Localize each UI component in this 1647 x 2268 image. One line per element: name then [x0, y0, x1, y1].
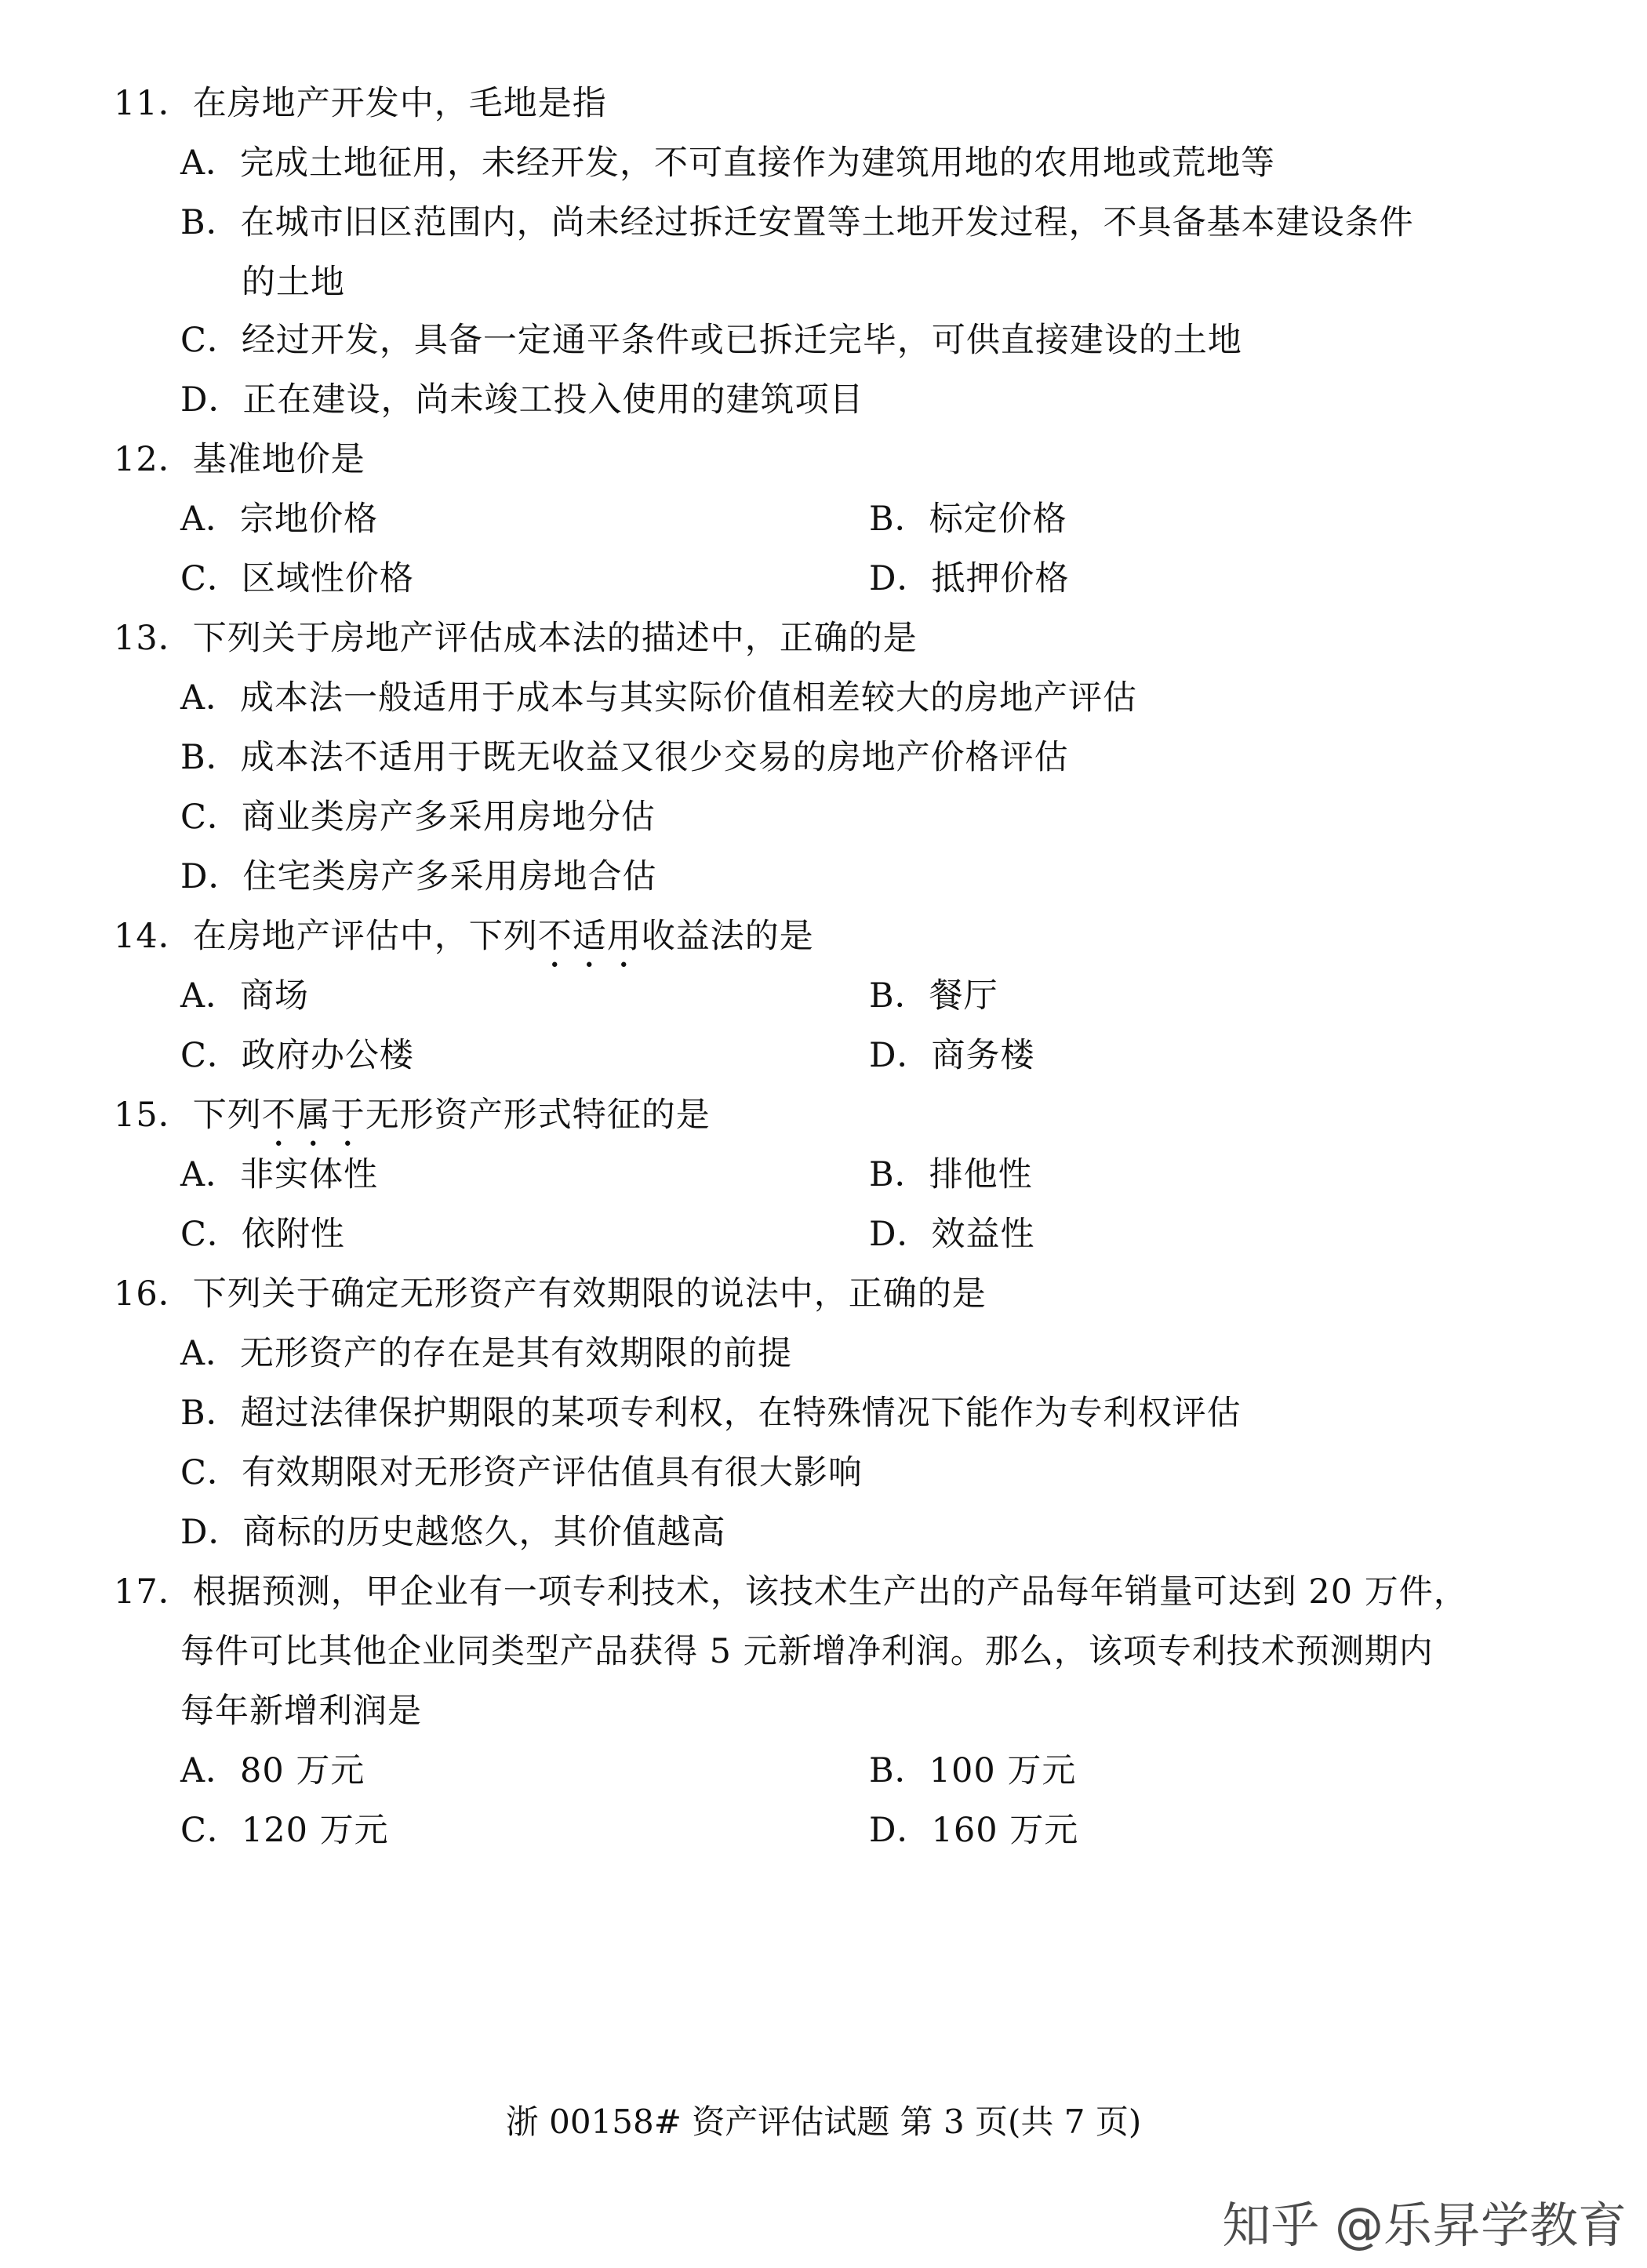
- q17-option-a: A．80 万元: [180, 1751, 365, 1790]
- q16-stem: 16．下列关于确定无形资产有效期限的说法中，正确的是: [114, 1274, 987, 1314]
- q12-stem: 12．基准地价是: [114, 440, 365, 479]
- q13-stem: 13．下列关于房地产评估成本法的描述中，正确的是: [114, 619, 918, 658]
- q16-option-b: B．超过法律保护期限的某项专利权，在特殊情况下能作为专利权评估: [180, 1394, 1242, 1433]
- q11-option-c: C．经过开发，具备一定通平条件或已拆迁完毕，可供直接建设的土地: [180, 321, 1242, 360]
- q15-stem: [114, 1093, 711, 1154]
- q11-stem: 11．在房地产开发中，毛地是指: [114, 84, 607, 123]
- q15-option-c: C．依附性: [180, 1215, 345, 1254]
- q11-option-d: D．正在建设，尚未竣工投入使用的建筑项目: [180, 380, 864, 420]
- q15-option-b: B．排他性: [869, 1155, 1033, 1194]
- q14-stem: [114, 914, 814, 976]
- q13-option-c: C．商业类房产多采用房地分估: [180, 798, 656, 837]
- q14-option-c: C．政府办公楼: [180, 1036, 414, 1075]
- q12-option-d: D．抵押价格: [869, 559, 1070, 598]
- q14-stem-post: 收益法的是: [641, 917, 814, 956]
- q14-option-d: D．商务楼: [869, 1036, 1035, 1075]
- q12-option-c: C．区域性价格: [180, 559, 414, 598]
- q13-option-a: A．成本法一般适用于成本与其实际价值相差较大的房地产评估: [180, 678, 1138, 718]
- q17-option-d: D．160 万元: [869, 1811, 1079, 1850]
- q16-option-c: C．有效期限对无形资产评估值具有很大影响: [180, 1453, 863, 1492]
- q12-option-b: B．标定价格: [869, 500, 1067, 539]
- q11-option-b: B．在城市旧区范围内，尚未经过拆迁安置等土地开发过程，不具备基本建设条件: [180, 203, 1414, 242]
- q11-option-b-cont: 的土地: [242, 263, 345, 302]
- q15-stem-pre: 15．下列: [114, 1096, 262, 1135]
- q15-stem-emphasis: 不属于: [261, 1096, 365, 1135]
- q17-stem-line-2: 每件可比其他企业同类型产品获得 5 元新增净利润。那么，该项专利技术预测期内: [180, 1632, 1434, 1671]
- q12-option-a: A．宗地价格: [180, 500, 379, 539]
- q13-option-d: D．住宅类房产多采用房地合估: [180, 857, 657, 896]
- page-footer: 浙 00158# 资产评估试题 第 3 页(共 7 页): [505, 2103, 1142, 2141]
- q14-stem-emphasis: 不适用: [537, 917, 642, 956]
- q11-option-a: A．完成土地征用，未经开发，不可直接作为建筑用地的农用地或荒地等: [180, 144, 1276, 183]
- q17-stem-line-1: 17．根据预测，甲企业有一项专利技术，该技术生产出的产品每年销量可达到 20 万件，: [114, 1572, 1468, 1612]
- q14-option-b: B．餐厅: [869, 976, 998, 1016]
- q14-stem-pre: 14．在房地产评估中，下列: [114, 917, 538, 956]
- q13-option-b: B．成本法不适用于既无收益又很少交易的房地产价格评估: [180, 738, 1069, 777]
- q15-stem-post: 无形资产形式特征的是: [365, 1096, 711, 1135]
- q15-option-a: A．非实体性: [180, 1155, 379, 1194]
- q17-stem-line-3: 每年新增利润是: [180, 1692, 422, 1731]
- q17-option-c: C．120 万元: [180, 1811, 389, 1850]
- q14-option-a: A．商场: [180, 976, 310, 1016]
- q17-option-b: B．100 万元: [869, 1751, 1077, 1790]
- q16-option-d: D．商标的历史越悠久，其价值越高: [180, 1513, 726, 1552]
- zhihu-watermark: 知乎 @乐昇学教育: [1222, 2197, 1627, 2254]
- q16-option-a: A．无形资产的存在是其有效期限的前提: [180, 1334, 793, 1373]
- q15-option-d: D．效益性: [869, 1215, 1035, 1254]
